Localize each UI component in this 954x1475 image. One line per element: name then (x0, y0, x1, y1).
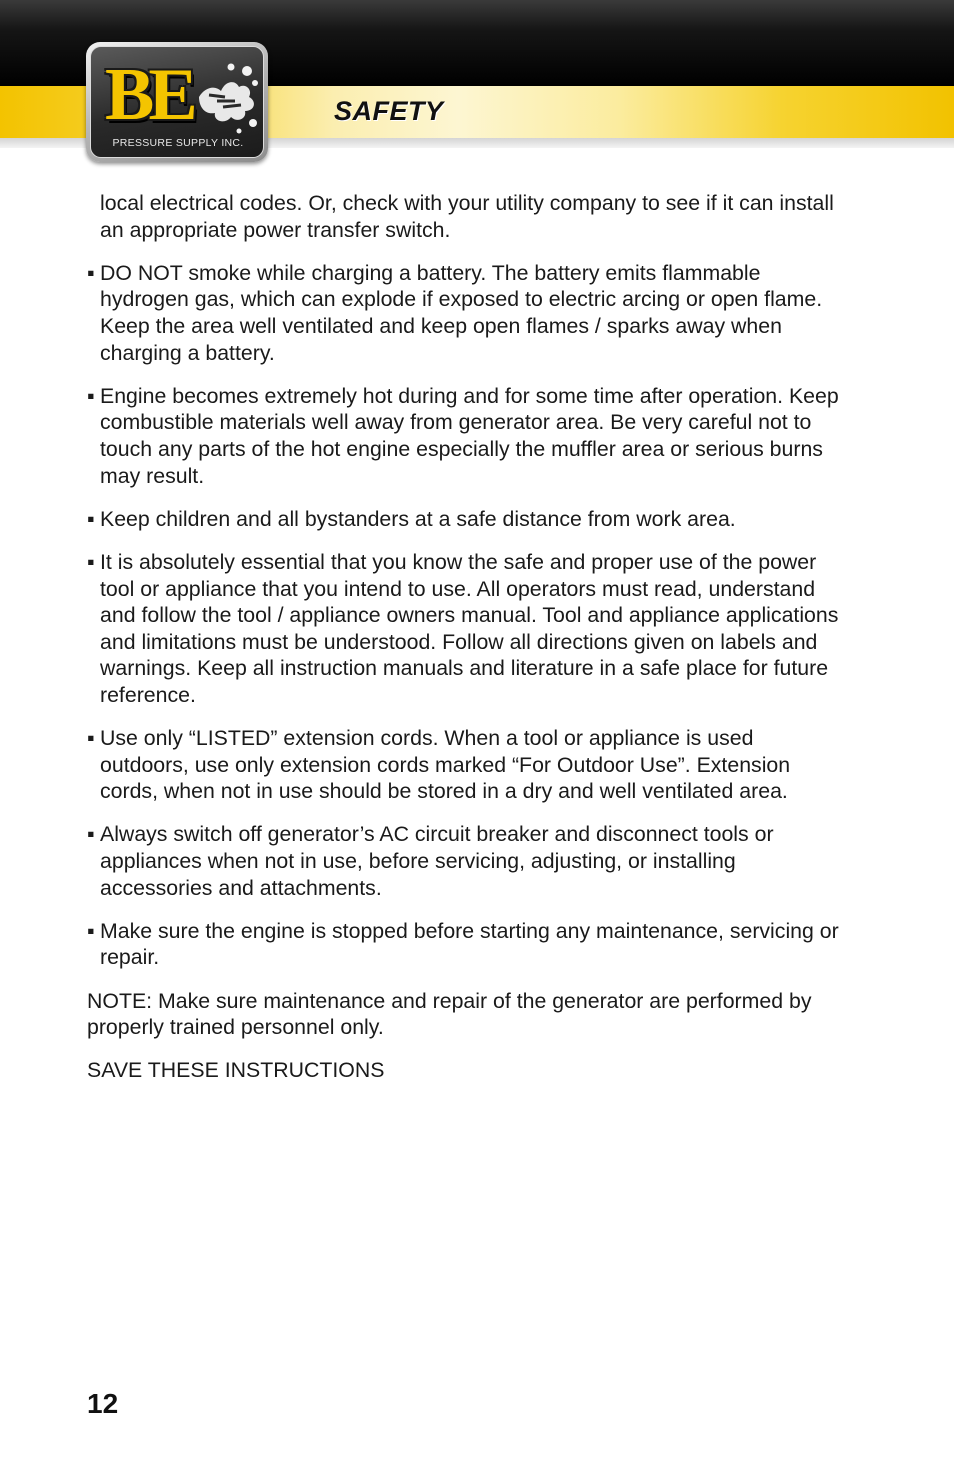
bullet-marker: ▪ (87, 383, 95, 408)
logo-badge (90, 46, 264, 158)
bullet-marker: ▪ (87, 549, 95, 574)
logo-subtitle: PRESSURE SUPPLY INC. (112, 137, 244, 149)
safety-content (87, 190, 847, 1101)
bullet-item (87, 260, 847, 366)
bullet-marker: ▪ (87, 260, 95, 285)
save-instructions: SAVE THESE INSTRUCTIONS (87, 1058, 385, 1083)
bullet-item (87, 821, 847, 901)
bullet-item (87, 918, 847, 971)
note-paragraph: NOTE: Make sure maintenance and repair of the generator are performed by properly trained personnel only. (87, 988, 812, 1040)
bullet-item (87, 383, 847, 489)
bullet-text: Use only “LISTED” extension cords. When a tool or appliance is used outdoors, use only extension cords marked “For Outdoor Use”. Extension cords, when not in use should be stored in a dry and well ventilated area. (100, 726, 791, 804)
bullet-text: It is absolutely essential that you know the safe and proper use of the power tool or appliance that you intend to use. All operators must read, understand and follow the tool / appliance owners manual. Tool and appliance applications and limitations must be understood. Follow all directions given on labels and warnings. Keep all instruction manuals and literature in a safe place for future reference. (100, 549, 839, 707)
continued-paragraph: local electrical codes. Or, check with your utility company to see if it can install an appropriate power transfer switch. (100, 191, 834, 242)
bullet-text: DO NOT smoke while charging a battery. The battery emits flammable hydrogen gas, which can explode if exposed to electric arcing or open flame. Keep the area well ventilated and keep open flames / sparks away when charging a battery. (100, 260, 823, 365)
company-logo (86, 42, 268, 162)
bullet-text: Make sure the engine is stopped before starting any maintenance, servicing or repair. (100, 918, 839, 970)
page-header (0, 0, 954, 160)
bullet-text: Always switch off generator’s AC circuit breaker and disconnect tools or appliances when not in use, before servicing, adjusting, or installing accessories and attachments. (100, 822, 774, 900)
bullet-marker: ▪ (87, 726, 95, 751)
page-number: 12 (87, 1388, 119, 1419)
bullet-text: Keep children and all bystanders at a safe distance from work area. (100, 506, 736, 531)
bullet-item (87, 549, 847, 709)
bullet-marker: ▪ (87, 506, 95, 531)
bullet-marker: ▪ (87, 918, 95, 943)
bullet-marker: ▪ (87, 822, 95, 847)
splash-icon (195, 57, 261, 135)
bullet-text: Engine becomes extremely hot during and for some time after operation. Keep combustible materials well away from generator area. Be very careful not to touch any parts of the hot engine especially the muffler area or serious burns may result. (100, 383, 839, 488)
bullet-item (87, 725, 847, 805)
logo-letters: BE (105, 54, 192, 136)
section-title: SAFETY (334, 96, 444, 126)
bullet-item (87, 506, 847, 533)
